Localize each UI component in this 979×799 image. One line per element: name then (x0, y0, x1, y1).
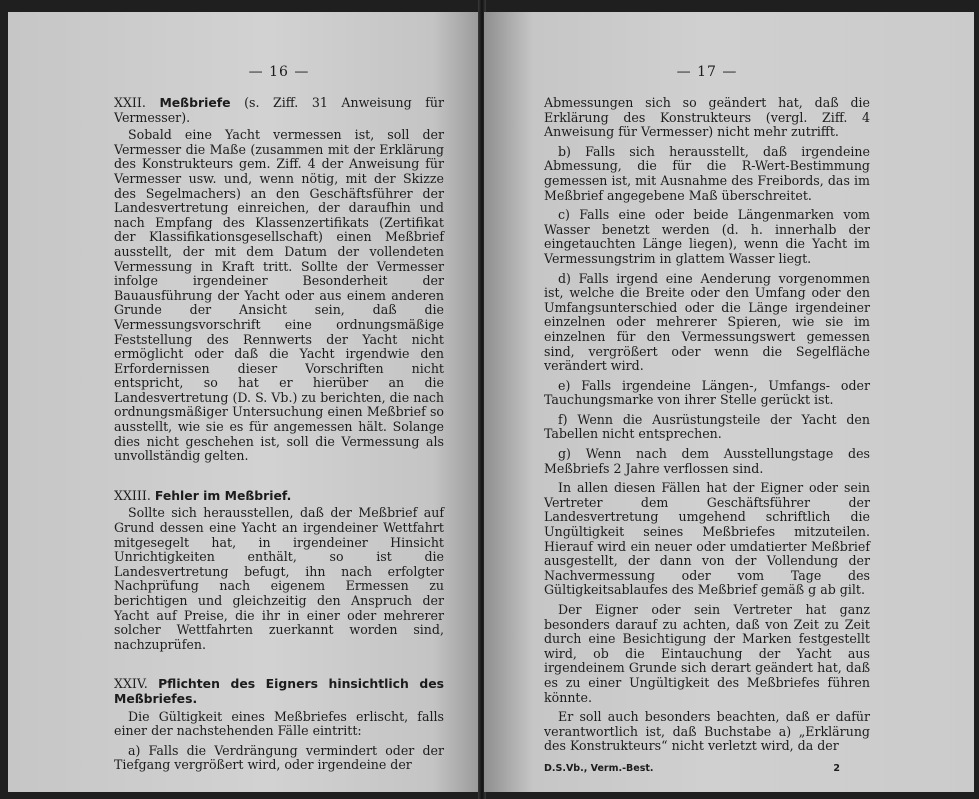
paragraph: a) Falls die Verdrängung vermindert oder der Tiefgang vergrößert wird, oder irgendeine der (114, 742, 444, 773)
paragraph: c) Falls eine oder beide Längenmarken vom Wasser benetzt werden (d. h. innerhalb der eingetauchten Länge liegen), wenn die Yacht im Vermessungstrim in glattem Wasser liegt. (544, 207, 870, 266)
section-xxiv-heading (114, 677, 444, 706)
paragraph: d) Falls irgend eine Aenderung vorgenommen ist, welche die Breite oder den Umfang oder den Umfangsunterschied oder die Länge irgendeiner einzelnen oder mehrerer Spieren, wie sie im einzelnen für den Vermessungswert gemessen sind, vergrößert oder wenn die Segelfläche verändert wird. (544, 270, 870, 374)
right-page (484, 12, 974, 792)
section-xxiii-heading (114, 489, 444, 504)
section-title: Pflichten des Eigners hinsichtlich des Meßbriefes. (114, 676, 444, 706)
page-number-left: — 16 — (248, 64, 310, 80)
section-title-rest: (s. Ziff. 31 Anweisung für Vermesser). (114, 95, 444, 125)
section-xxii-heading (114, 96, 444, 125)
paragraph: In allen diesen Fällen hat der Eigner oder sein Vertreter dem Geschäftsführer der Landesvertretung umgehend schriftlich die Ungültigkeit seines Meßbriefes mitzuteilen. Hierauf wird ein neuer oder umdatierter Meßbrief ausgestellt, der dann von der Vollendung der Nachvermessung oder vom Tage des Gültigkeitsablaufes des Meßbrief gemäß g ab gilt. (544, 480, 870, 598)
paragraph: Der Eigner oder sein Vertreter hat ganz besonders darauf zu achten, daß von Zeit zu Zeit durch eine Besichtigung der Marken festgestellt wird, ob die Eintauchung der Yacht aus irgendeinem Grunde sich derart geändert hat, daß es zu einer Ungültigkeit des Meßbriefes führen könnte. (544, 602, 870, 705)
left-page-text (114, 96, 444, 773)
section-title: Meßbriefe (159, 95, 231, 110)
section-number: XXIV. (114, 676, 148, 692)
paragraph: e) Falls irgendeine Längen-, Umfangs- oder Tauchungsmarke von ihrer Stelle gerückt ist. (544, 377, 870, 408)
left-page (8, 12, 480, 792)
right-page-text (544, 96, 870, 777)
paragraph: Sollte sich herausstellen, daß der Meßbrief auf Grund dessen eine Yacht an irgendeiner Wettfahrt mitgesegelt hat, in irgendeiner Hinsicht Unrichtigkeiten enthält, so ist die Landesvertretung befugt, ihn nach erfolgter Nachprüfung nach eigenem Ermessen zu berichtigen und gleichzeitig den Anspruch der Yacht auf Preise, die ihr in einer oder mehrerer solcher Wettfahrten zuerkannt worden sind, nachzuprüfen. (114, 505, 444, 652)
printer-signature (544, 762, 870, 777)
page-number-right: — 17 — (676, 64, 738, 80)
paragraph: Er soll auch besonders beachten, daß er dafür verantwortlich ist, daß Buchstabe a) „Erklärung des Konstrukteurs“ nicht verletzt wird, da der (544, 709, 870, 754)
paragraph: b) Falls sich herausstellt, daß irgendeine Abmessung, die für die R-Wert-Bestimmung gemessen ist, mit Ausnahme des Freibords, das im Meßbrief angegebene Maß überschreitet. (544, 143, 870, 203)
paragraph: Die Gültigkeit eines Meßbriefes erlischt, falls einer der nachstehenden Fälle eintritt: (114, 708, 444, 739)
paragraph: g) Wenn nach dem Ausstellungstage des Meßbriefs 2 Jahre verflossen sind. (544, 446, 870, 476)
paragraph: Sobald eine Yacht vermessen ist, soll der Vermesser die Maße (zusammen mit der Erklärung des Konstrukteurs gem. Ziff. 4 der Anweisung für Vermesser usw. und, wenn nötig, mit der Skizze des Segelmachers) an den Geschäftsführer der Landesvertretung einreichen, der daraufhin und nach Empfang des Klassenzertifikats (Zertifikat der Klassifikationsgesellschaft) einen Meßbrief ausstellt, der mit dem Datum der vollendeten Vermessung in Kraft tritt. Sollte der Vermesser infolge irgendeiner Besonderheit der Bauausführung der Yacht oder aus einem anderen Grunde der Ansicht sein, daß die Vermessungsvorschrift eine ordnungsmäßige Feststellung des Rennwerts der Yacht nicht ermöglicht oder daß die Yacht irgendwie den Erfordernissen dieser Vorschriften nicht entspricht, so hat er hierüber an die Landesvertretung (D. S. Vb.) zu berichten, die nach ordnungsmäßiger Untersuchung einen Meßbrief so ausstellt, wie sie es für angemessen hält. Solange dies nicht geschehen ist, soll die Vermessung als unvollständig gelten. (114, 127, 444, 464)
signature-mark: D.S.Vb., Verm.-Best. (544, 762, 654, 774)
section-number: XXIII. (114, 487, 151, 503)
section-number: XXII. (114, 95, 146, 110)
signature-number: 2 (833, 762, 840, 774)
paragraph: f) Wenn die Ausrüstungsteile der Yacht den Tabellen nicht entsprechen. (544, 411, 870, 442)
paragraph: Abmessungen sich so geändert hat, daß die Erklärung des Konstrukteurs (vergl. Ziff. 4 Anweisung für Vermesser) nicht mehr zutrifft. (544, 95, 870, 140)
section-title: Fehler im Meßbrief. (154, 487, 292, 503)
